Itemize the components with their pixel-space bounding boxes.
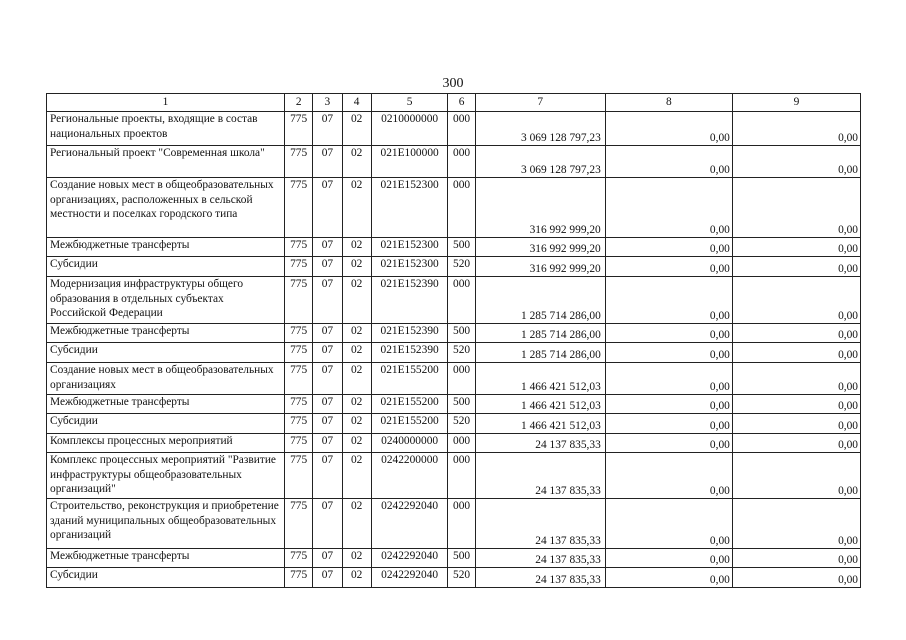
cell-col-9: 0,00 bbox=[732, 343, 860, 363]
cell-col-5: 0242200000 bbox=[371, 453, 448, 499]
cell-col-7: 1 285 714 286,00 bbox=[475, 277, 605, 324]
cell-col-2: 775 bbox=[285, 395, 313, 414]
row-name: Создание новых мест в общеобразовательных организациях bbox=[47, 363, 285, 395]
table-row bbox=[47, 257, 861, 277]
cell-col-5: 021E152390 bbox=[371, 343, 448, 363]
cell-col-8: 0,00 bbox=[605, 178, 732, 238]
cell-col-5: 021E155200 bbox=[371, 414, 448, 434]
cell-col-7: 316 992 999,20 bbox=[475, 238, 605, 257]
table-row bbox=[47, 453, 861, 499]
cell-col-3: 07 bbox=[313, 324, 342, 343]
cell-col-5: 0242292040 bbox=[371, 568, 448, 588]
cell-col-5: 021E152300 bbox=[371, 257, 448, 277]
cell-col-8: 0,00 bbox=[605, 414, 732, 434]
table-row bbox=[47, 178, 861, 238]
cell-col-4: 02 bbox=[342, 238, 371, 257]
cell-col-7: 316 992 999,20 bbox=[475, 178, 605, 238]
cell-col-3: 07 bbox=[313, 568, 342, 588]
column-header: 8 bbox=[605, 94, 732, 112]
cell-col-2: 775 bbox=[285, 343, 313, 363]
cell-col-6: 500 bbox=[448, 395, 475, 414]
table-row bbox=[47, 549, 861, 568]
cell-col-8: 0,00 bbox=[605, 112, 732, 146]
cell-col-6: 520 bbox=[448, 257, 475, 277]
table-row bbox=[47, 146, 861, 178]
cell-col-2: 775 bbox=[285, 434, 313, 453]
cell-col-2: 775 bbox=[285, 568, 313, 588]
cell-col-4: 02 bbox=[342, 112, 371, 146]
cell-col-9: 0,00 bbox=[732, 257, 860, 277]
cell-col-8: 0,00 bbox=[605, 257, 732, 277]
table-row bbox=[47, 112, 861, 146]
row-name: Комплекс процессных мероприятий "Развитие инфраструктуры общеобразовательных организаций" bbox=[47, 453, 285, 499]
row-name: Субсидии bbox=[47, 343, 285, 363]
cell-col-9: 0,00 bbox=[732, 363, 860, 395]
cell-col-7: 1 285 714 286,00 bbox=[475, 324, 605, 343]
cell-col-7: 1 285 714 286,00 bbox=[475, 343, 605, 363]
cell-col-3: 07 bbox=[313, 343, 342, 363]
column-header: 9 bbox=[732, 94, 860, 112]
cell-col-7: 1 466 421 512,03 bbox=[475, 395, 605, 414]
cell-col-9: 0,00 bbox=[732, 238, 860, 257]
cell-col-2: 775 bbox=[285, 277, 313, 324]
cell-col-2: 775 bbox=[285, 324, 313, 343]
cell-col-9: 0,00 bbox=[732, 324, 860, 343]
cell-col-6: 000 bbox=[448, 277, 475, 324]
cell-col-2: 775 bbox=[285, 112, 313, 146]
cell-col-8: 0,00 bbox=[605, 343, 732, 363]
cell-col-4: 02 bbox=[342, 453, 371, 499]
cell-col-8: 0,00 bbox=[605, 324, 732, 343]
cell-col-3: 07 bbox=[313, 395, 342, 414]
cell-col-5: 0210000000 bbox=[371, 112, 448, 146]
cell-col-8: 0,00 bbox=[605, 277, 732, 324]
table-row bbox=[47, 324, 861, 343]
cell-col-5: 021E152390 bbox=[371, 324, 448, 343]
cell-col-6: 500 bbox=[448, 549, 475, 568]
cell-col-8: 0,00 bbox=[605, 499, 732, 549]
column-header: 6 bbox=[448, 94, 475, 112]
cell-col-8: 0,00 bbox=[605, 453, 732, 499]
cell-col-9: 0,00 bbox=[732, 146, 860, 178]
cell-col-9: 0,00 bbox=[732, 549, 860, 568]
cell-col-7: 24 137 835,33 bbox=[475, 453, 605, 499]
cell-col-3: 07 bbox=[313, 363, 342, 395]
table-row bbox=[47, 277, 861, 324]
cell-col-8: 0,00 bbox=[605, 238, 732, 257]
cell-col-2: 775 bbox=[285, 453, 313, 499]
cell-col-4: 02 bbox=[342, 146, 371, 178]
cell-col-6: 520 bbox=[448, 414, 475, 434]
cell-col-3: 07 bbox=[313, 146, 342, 178]
cell-col-2: 775 bbox=[285, 146, 313, 178]
row-name: Региональный проект "Современная школа" bbox=[47, 146, 285, 178]
cell-col-5: 021E155200 bbox=[371, 395, 448, 414]
cell-col-3: 07 bbox=[313, 453, 342, 499]
page-number: 300 bbox=[442, 76, 464, 91]
cell-col-6: 000 bbox=[448, 112, 475, 146]
cell-col-6: 500 bbox=[448, 324, 475, 343]
header-row bbox=[47, 94, 861, 112]
cell-col-9: 0,00 bbox=[732, 178, 860, 238]
row-name: Межбюджетные трансферты bbox=[47, 324, 285, 343]
cell-col-4: 02 bbox=[342, 277, 371, 324]
row-name: Межбюджетные трансферты bbox=[47, 238, 285, 257]
cell-col-4: 02 bbox=[342, 324, 371, 343]
cell-col-6: 000 bbox=[448, 178, 475, 238]
cell-col-4: 02 bbox=[342, 343, 371, 363]
table-row bbox=[47, 395, 861, 414]
cell-col-4: 02 bbox=[342, 363, 371, 395]
cell-col-6: 000 bbox=[448, 363, 475, 395]
cell-col-7: 24 137 835,33 bbox=[475, 549, 605, 568]
cell-col-3: 07 bbox=[313, 277, 342, 324]
cell-col-3: 07 bbox=[313, 257, 342, 277]
cell-col-9: 0,00 bbox=[732, 568, 860, 588]
cell-col-3: 07 bbox=[313, 434, 342, 453]
column-header: 4 bbox=[342, 94, 371, 112]
cell-col-4: 02 bbox=[342, 434, 371, 453]
cell-col-3: 07 bbox=[313, 414, 342, 434]
cell-col-3: 07 bbox=[313, 499, 342, 549]
cell-col-4: 02 bbox=[342, 257, 371, 277]
cell-col-6: 520 bbox=[448, 568, 475, 588]
cell-col-6: 520 bbox=[448, 343, 475, 363]
cell-col-9: 0,00 bbox=[732, 112, 860, 146]
budget-table bbox=[46, 93, 861, 588]
row-name: Региональные проекты, входящие в состав национальных проектов bbox=[47, 112, 285, 146]
cell-col-9: 0,00 bbox=[732, 434, 860, 453]
cell-col-9: 0,00 bbox=[732, 395, 860, 414]
cell-col-6: 000 bbox=[448, 453, 475, 499]
cell-col-3: 07 bbox=[313, 112, 342, 146]
row-name: Модернизация инфраструктуры общего образования в отдельных субъектах Российской Федерации bbox=[47, 277, 285, 324]
cell-col-9: 0,00 bbox=[732, 277, 860, 324]
cell-col-5: 021E152300 bbox=[371, 238, 448, 257]
cell-col-2: 775 bbox=[285, 257, 313, 277]
cell-col-7: 1 466 421 512,03 bbox=[475, 363, 605, 395]
row-name: Строительство, реконструкция и приобретение зданий муниципальных общеобразовательных организаций bbox=[47, 499, 285, 549]
cell-col-4: 02 bbox=[342, 568, 371, 588]
table-row bbox=[47, 343, 861, 363]
cell-col-5: 0240000000 bbox=[371, 434, 448, 453]
cell-col-5: 021E152390 bbox=[371, 277, 448, 324]
table-row bbox=[47, 414, 861, 434]
cell-col-8: 0,00 bbox=[605, 363, 732, 395]
cell-col-7: 24 137 835,33 bbox=[475, 568, 605, 588]
table-row bbox=[47, 363, 861, 395]
cell-col-8: 0,00 bbox=[605, 568, 732, 588]
cell-col-8: 0,00 bbox=[605, 146, 732, 178]
row-name: Субсидии bbox=[47, 568, 285, 588]
cell-col-8: 0,00 bbox=[605, 434, 732, 453]
cell-col-4: 02 bbox=[342, 414, 371, 434]
cell-col-7: 1 466 421 512,03 bbox=[475, 414, 605, 434]
cell-col-2: 775 bbox=[285, 178, 313, 238]
cell-col-7: 24 137 835,33 bbox=[475, 499, 605, 549]
cell-col-7: 316 992 999,20 bbox=[475, 257, 605, 277]
column-header: 2 bbox=[285, 94, 313, 112]
column-header: 1 bbox=[47, 94, 285, 112]
cell-col-4: 02 bbox=[342, 178, 371, 238]
cell-col-2: 775 bbox=[285, 238, 313, 257]
row-name: Субсидии bbox=[47, 414, 285, 434]
row-name: Межбюджетные трансферты bbox=[47, 549, 285, 568]
cell-col-8: 0,00 bbox=[605, 549, 732, 568]
column-header: 3 bbox=[313, 94, 342, 112]
cell-col-9: 0,00 bbox=[732, 499, 860, 549]
cell-col-6: 000 bbox=[448, 146, 475, 178]
cell-col-4: 02 bbox=[342, 395, 371, 414]
table-row bbox=[47, 568, 861, 588]
cell-col-5: 0242292040 bbox=[371, 549, 448, 568]
cell-col-7: 24 137 835,33 bbox=[475, 434, 605, 453]
column-header: 5 bbox=[371, 94, 448, 112]
cell-col-2: 775 bbox=[285, 499, 313, 549]
cell-col-6: 000 bbox=[448, 499, 475, 549]
cell-col-6: 500 bbox=[448, 238, 475, 257]
row-name: Межбюджетные трансферты bbox=[47, 395, 285, 414]
cell-col-7: 3 069 128 797,23 bbox=[475, 146, 605, 178]
cell-col-4: 02 bbox=[342, 499, 371, 549]
table-row bbox=[47, 499, 861, 549]
cell-col-8: 0,00 bbox=[605, 395, 732, 414]
cell-col-5: 021E100000 bbox=[371, 146, 448, 178]
cell-col-6: 000 bbox=[448, 434, 475, 453]
cell-col-3: 07 bbox=[313, 549, 342, 568]
cell-col-5: 0242292040 bbox=[371, 499, 448, 549]
cell-col-5: 021E155200 bbox=[371, 363, 448, 395]
cell-col-3: 07 bbox=[313, 238, 342, 257]
cell-col-2: 775 bbox=[285, 549, 313, 568]
cell-col-9: 0,00 bbox=[732, 453, 860, 499]
table-row bbox=[47, 238, 861, 257]
cell-col-9: 0,00 bbox=[732, 414, 860, 434]
row-name: Комплексы процессных мероприятий bbox=[47, 434, 285, 453]
cell-col-3: 07 bbox=[313, 178, 342, 238]
table-row bbox=[47, 434, 861, 453]
cell-col-5: 021E152300 bbox=[371, 178, 448, 238]
column-header: 7 bbox=[475, 94, 605, 112]
cell-col-2: 775 bbox=[285, 363, 313, 395]
row-name: Создание новых мест в общеобразовательных организациях, расположенных в сельской местности и поселках городского типа bbox=[47, 178, 285, 238]
cell-col-2: 775 bbox=[285, 414, 313, 434]
cell-col-4: 02 bbox=[342, 549, 371, 568]
row-name: Субсидии bbox=[47, 257, 285, 277]
cell-col-7: 3 069 128 797,23 bbox=[475, 112, 605, 146]
